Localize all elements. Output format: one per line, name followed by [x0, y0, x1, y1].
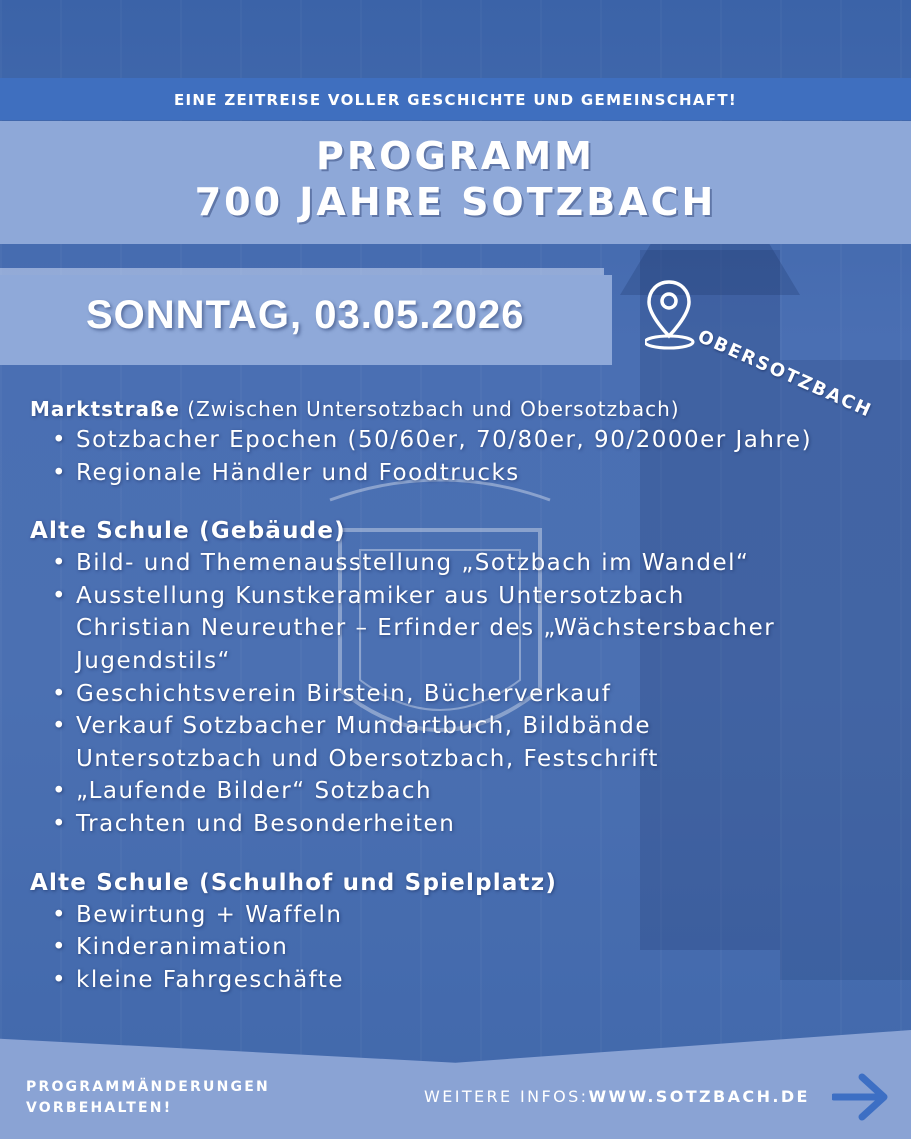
list-item-line: Verkauf Sotzbacher Mundartbuch, Bildbände — [76, 713, 652, 740]
disclaimer-line-1: PROGRAMMÄNDERUNGEN — [26, 1079, 270, 1095]
section-list — [30, 547, 900, 840]
tagline: EINE ZEITREISE VOLLER GESCHICHTE UND GEMEINSCHAFT! — [173, 91, 737, 109]
list-item: • Trachten und Besonderheiten — [30, 808, 900, 841]
footer-info — [424, 1087, 810, 1106]
arrow-right-icon — [832, 1071, 892, 1123]
list-item: • „Laufende Bilder“ Sotzbach — [30, 775, 900, 808]
list-item — [30, 580, 900, 678]
list-item: • Kinderanimation — [30, 931, 900, 964]
list-item: • Geschichtsverein Birstein, Bücherverkauf — [30, 678, 900, 711]
section-list — [30, 424, 900, 489]
section-alte-schule-schulhof — [30, 867, 900, 997]
title-line-1: PROGRAMM — [316, 134, 595, 178]
section-title: Alte Schule (Schulhof und Spielplatz) — [30, 869, 558, 896]
list-item-line: Jugendstils“ — [76, 647, 231, 674]
poster-title — [0, 133, 911, 225]
list-item-line: Christian Neureuther – Erfinder des „Wächstersbacher — [76, 615, 776, 642]
website-link[interactable]: WWW.SOTZBACH.DE — [588, 1087, 810, 1106]
section-marktstrasse — [30, 394, 900, 489]
footer-disclaimer — [26, 1077, 270, 1119]
section-title: Marktstraße — [30, 397, 180, 421]
location-pin-icon — [645, 278, 701, 354]
list-item-line: Ausstellung Kunstkeramiker aus Untersotzbach — [76, 582, 685, 609]
location-name: OBERSOTZBACH — [694, 326, 876, 422]
event-date: SONNTAG, 03.05.2026 — [86, 293, 525, 337]
section-alte-schule-gebaeude — [30, 515, 900, 840]
disclaimer-line-2: VORBEHALTEN! — [26, 1100, 173, 1116]
section-list — [30, 899, 900, 997]
list-item: • Bild- und Themenausstellung „Sotzbach im Wandel“ — [30, 547, 900, 580]
list-item: • Sotzbacher Epochen (50/60er, 70/80er, 90/2000er Jahre) — [30, 424, 900, 457]
list-item: • Bewirtung + Waffeln — [30, 899, 900, 932]
list-item — [30, 710, 900, 775]
list-item: • Regionale Händler und Foodtrucks — [30, 457, 900, 490]
program-content — [30, 394, 900, 1022]
section-note: (Zwischen Untersotzbach und Obersotzbach) — [187, 397, 680, 421]
list-item-line: Untersotzbach und Obersotzbach, Festschrift — [76, 745, 659, 772]
section-title: Alte Schule (Gebäude) — [30, 518, 346, 545]
section-heading — [30, 394, 900, 424]
info-label: WEITERE INFOS: — [424, 1087, 589, 1106]
title-line-2: 700 JAHRE SOTZBACH — [194, 180, 717, 224]
list-item: • kleine Fahrgeschäfte — [30, 964, 900, 997]
